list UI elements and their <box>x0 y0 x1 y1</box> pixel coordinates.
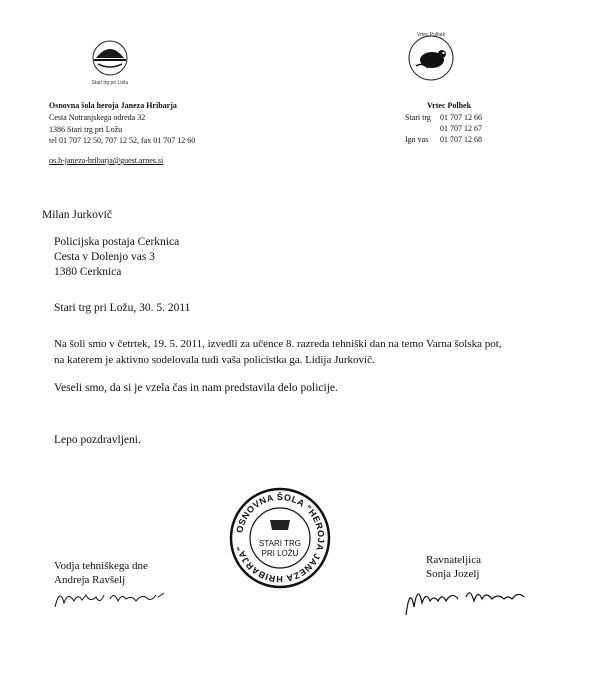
stamp-center-line-2: PRI LOŽU <box>261 549 299 558</box>
closing: Lepo pozdravljeni. <box>54 434 141 446</box>
school-logo <box>80 32 140 88</box>
svg-text:OSNOVNA ŠOLA "HEROJA JANEZA HR <box>234 491 326 584</box>
date-line: Stari trg pri Ložu, 30. 5. 2011 <box>54 302 191 314</box>
school-stamp <box>228 486 332 590</box>
right-signatory-role: Ravnateljica <box>426 554 481 566</box>
stamp-center-line-1: STARI TRG <box>259 539 301 548</box>
kindergarten-phone-label-1: Stari trg <box>405 113 431 122</box>
body-line-2: na katerem je aktivno sodelovala tudi vaša policistka ga. Lidija Jurkovič. <box>54 354 375 366</box>
right-signatory-name: Sonja Jozelj <box>426 568 480 580</box>
kindergarten-phone-label-3: Ign vas <box>405 135 429 144</box>
recipient-city: 1380 Cerknica <box>54 266 122 278</box>
recipient-street: Cesta v Dolenjo vas 3 <box>54 251 155 263</box>
recipient-institution: Policijska postaja Cerknica <box>54 236 180 248</box>
school-street: Cesta Notranjskega odreda 32 <box>49 113 146 122</box>
left-signatory-role: Vodja tehniškega dne <box>54 560 148 572</box>
body-line-1: Na šoli smo v četrtek, 19. 5. 2011, izvedli za učence 8. razreda tehniški dan na temo Varna šolska pot, <box>54 338 502 350</box>
svg-text:Vrtec Polhek: Vrtec Polhek <box>416 32 446 38</box>
school-phone: tel 01 707 12 50, 707 12 52, fax 01 707 12 60 <box>49 136 196 145</box>
school-city: 1386 Stari trg pri Ložu <box>49 125 123 134</box>
right-handwritten-signature <box>400 577 530 619</box>
school-email-link[interactable]: os.h-janeza-hribarja@guest.arnes.si <box>49 156 164 165</box>
school-name: Osnovna šola heroja Janeza Hribarja <box>49 101 177 110</box>
kindergarten-logo <box>400 28 462 86</box>
body-paragraph-2: Veseli smo, da si je vzela čas in nam predstavila delo policije. <box>54 382 338 394</box>
left-handwritten-signature <box>52 583 172 613</box>
kindergarten-phone-3: 01 707 12 68 <box>440 135 482 144</box>
kindergarten-phone-2: 01 707 12 67 <box>440 124 482 133</box>
kindergarten-logo-icon <box>400 28 462 86</box>
recipient-name: Milan Jurkovič <box>42 209 112 221</box>
stamp-ring-text: OSNOVNA ŠOLA "HEROJA JANEZA HRIBARJA" <box>234 491 327 585</box>
kindergarten-name: Vrtec Polhek <box>427 101 472 110</box>
kindergarten-phone-1: 01 707 12 66 <box>440 113 482 122</box>
stamp-seal-icon <box>228 486 332 590</box>
svg-text:Stari trg pri Ložu: Stari trg pri Ložu <box>91 80 129 86</box>
school-logo-icon <box>80 32 140 88</box>
left-signatory-name: Andreja Ravšelj <box>54 574 126 586</box>
